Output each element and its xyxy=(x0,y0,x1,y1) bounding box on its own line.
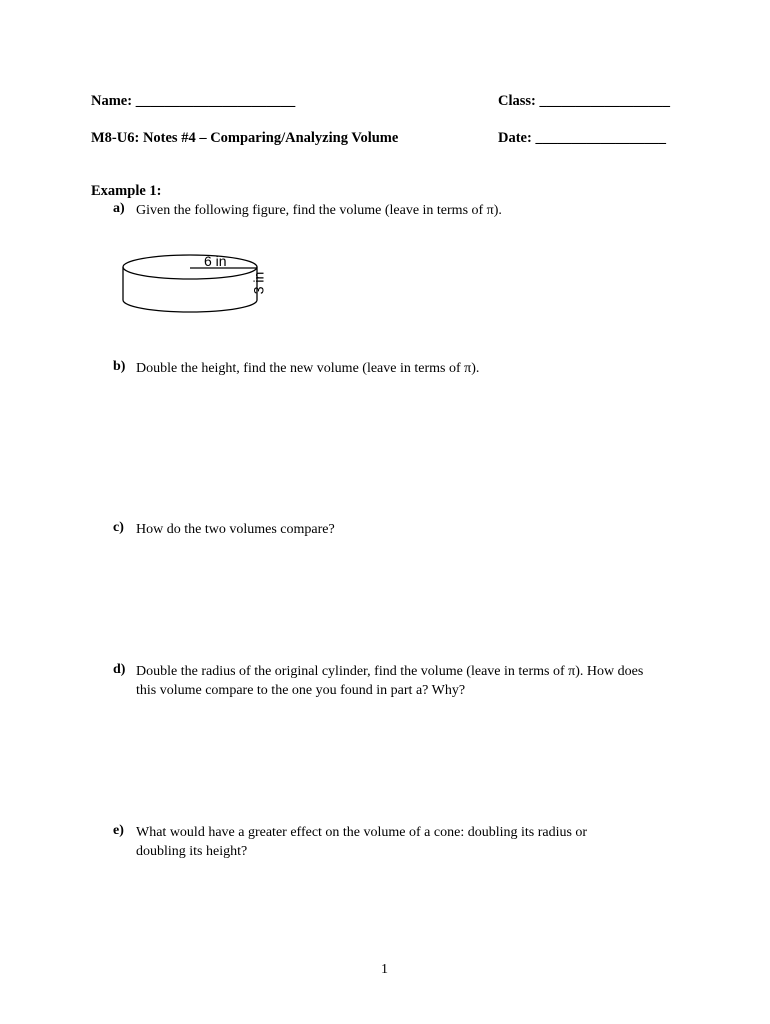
radius-label: 6 in xyxy=(204,253,227,269)
date-label: Date: xyxy=(498,130,532,146)
cylinder-figure xyxy=(118,250,283,318)
question-c-text: How do the two volumes compare? xyxy=(136,522,335,537)
question-d-label: d) xyxy=(113,662,126,677)
question-a-label: a) xyxy=(113,201,125,216)
question-b-label: b) xyxy=(113,359,126,374)
example-heading: Example 1: xyxy=(91,183,162,199)
cylinder-top-ellipse xyxy=(123,255,257,279)
question-e-label: e) xyxy=(113,823,124,838)
question-c-label: c) xyxy=(113,520,124,535)
name-blank[interactable]: ______________________ xyxy=(135,93,296,109)
class-blank[interactable]: __________________ xyxy=(539,93,670,109)
name-field xyxy=(91,93,295,110)
question-d-text: Double the radius of the original cylinder, find the volume (leave in terms of π). How does this volume compare to the one you found in part a? Why? xyxy=(136,664,644,698)
page-number: 1 xyxy=(381,962,388,977)
question-a-text: Given the following figure, find the volume (leave in terms of π). xyxy=(136,203,502,218)
question-e-text: What would have a greater effect on the volume of a cone: doubling its radius or doubling its height? xyxy=(136,825,588,859)
class-label: Class: xyxy=(498,93,536,109)
page-title: M8-U6: Notes #4 – Comparing/Analyzing Volume xyxy=(91,130,399,146)
height-label: 3 in xyxy=(250,271,267,295)
class-field xyxy=(498,93,670,110)
cylinder-bottom-arc xyxy=(123,300,257,312)
name-label: Name: xyxy=(91,93,133,109)
date-blank[interactable]: __________________ xyxy=(535,130,666,146)
date-field xyxy=(498,130,666,147)
question-b-text: Double the height, find the new volume (leave in terms of π). xyxy=(136,361,480,376)
